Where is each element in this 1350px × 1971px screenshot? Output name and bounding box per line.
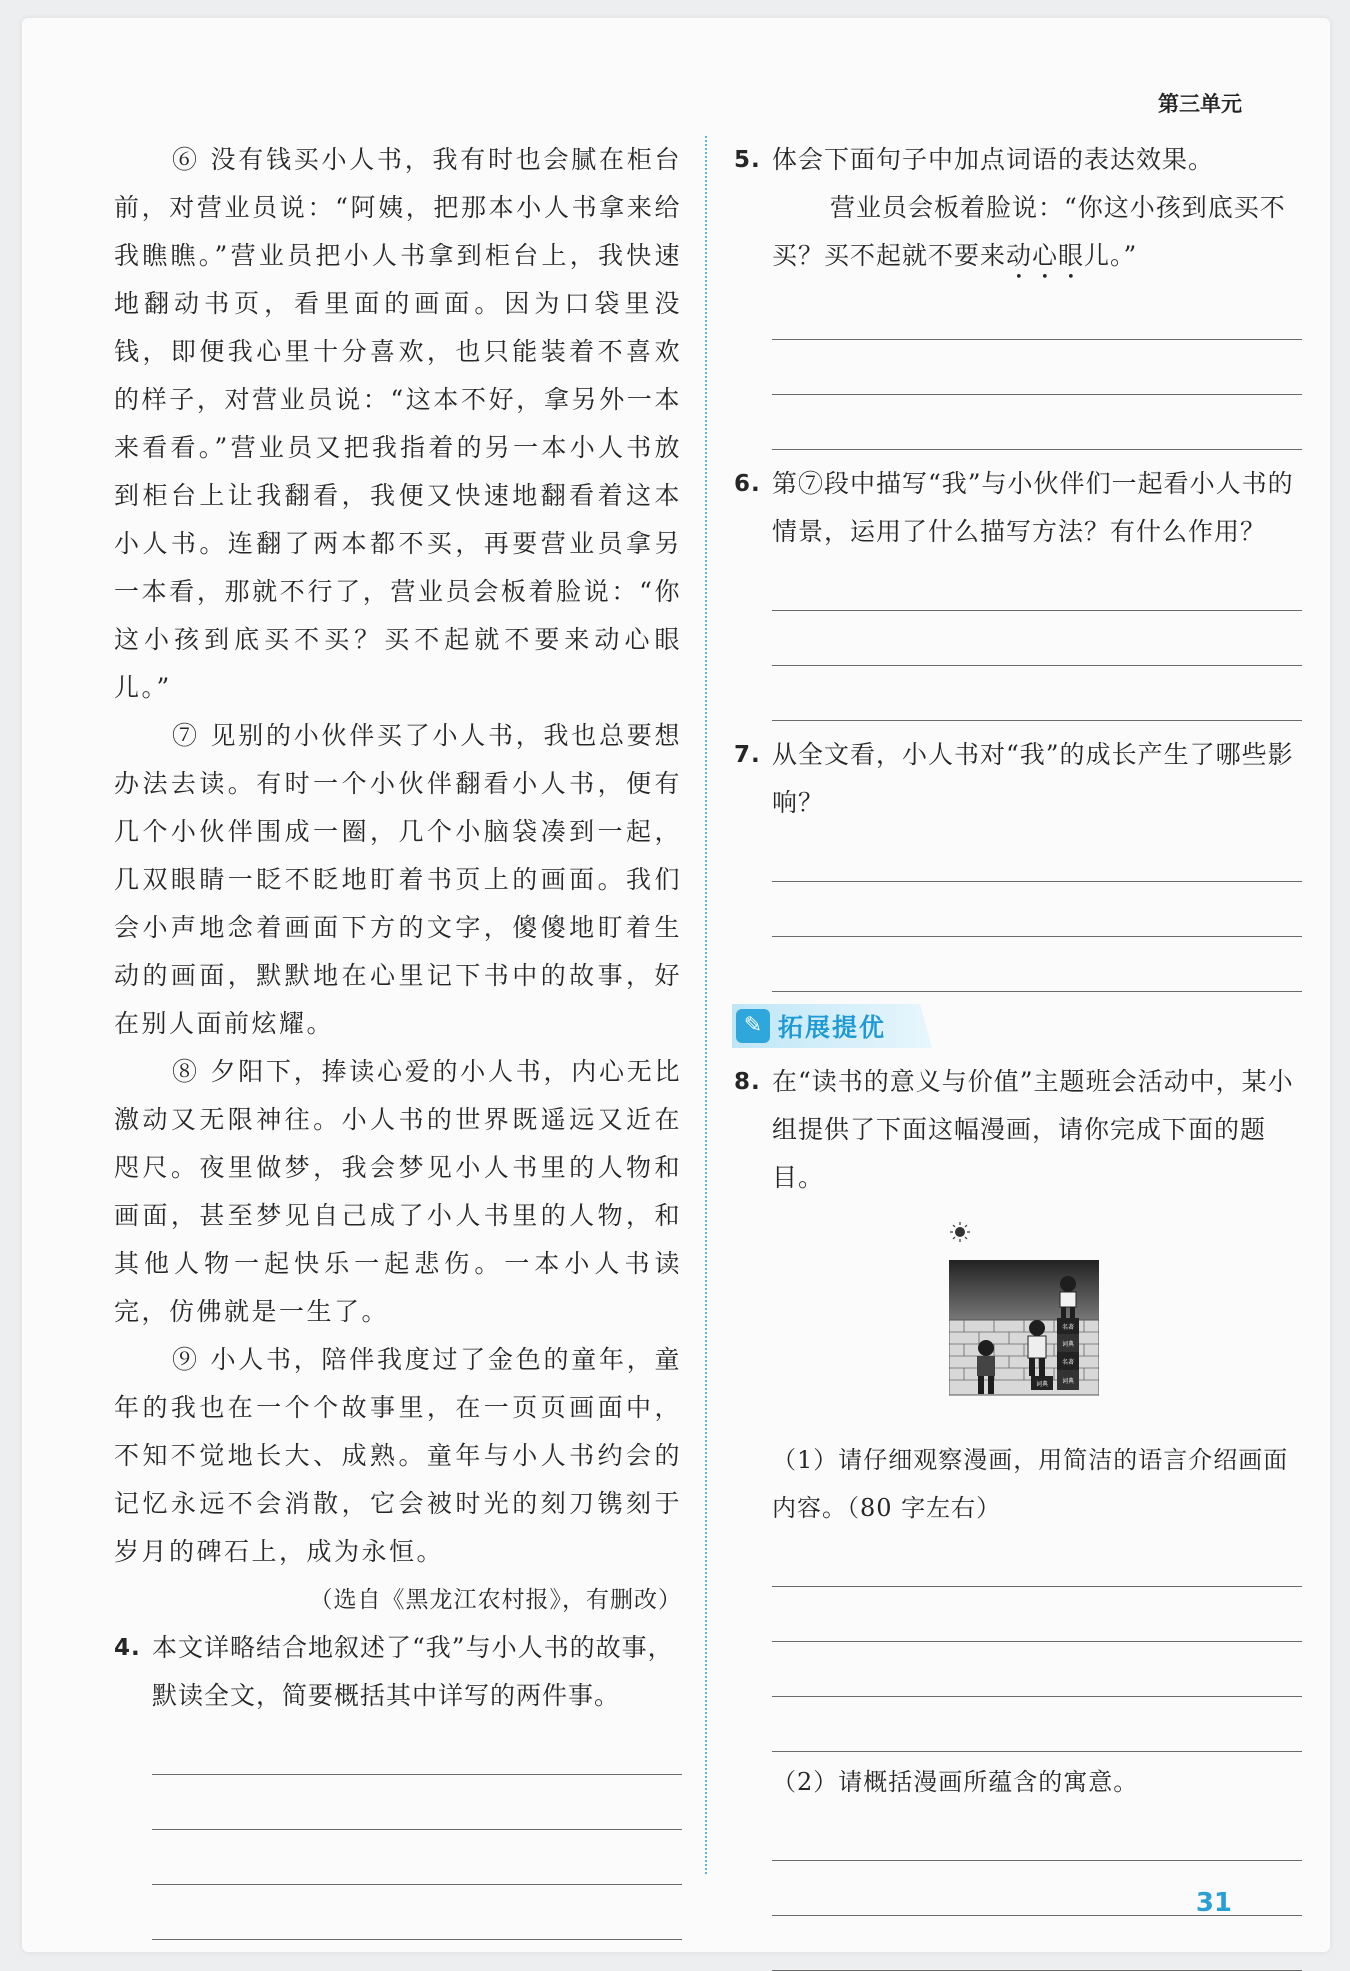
question-7 [734,731,1302,827]
passage-source: （选自《黑龙江农村报》，有删改） [309,1587,682,1613]
answer-line[interactable] [772,1806,1302,1861]
worksheet-page [22,18,1330,1952]
page-number: 31 [1195,1888,1232,1918]
answer-line[interactable] [772,340,1302,395]
answer-line[interactable] [772,395,1302,450]
svg-text:名著: 名著 [1061,1324,1075,1331]
question-number: 6. [734,471,761,497]
column-divider [705,136,707,1874]
svg-text:词典: 词典 [1061,1341,1075,1348]
question-number: 7. [734,742,761,768]
answer-line[interactable] [772,937,1302,992]
answer-line[interactable] [772,1532,1302,1587]
answer-line[interactable] [772,827,1302,882]
question-number: 8. [734,1069,761,1095]
answer-line[interactable] [772,556,1302,611]
answer-line[interactable] [152,1775,682,1830]
question-5 [734,136,1302,184]
unit-title: 第三单元 [1158,92,1242,116]
dotted-phrase: 动心眼 [1006,241,1085,270]
passage-paragraph-7: ⑦ 见别的小伙伴买了小人书，我也总要想办法去读。有时一个小伙伴翻看小人书，便有几个小伙伴围成一圈，几个小脑袋凑到一起，几双眼睛一眨不眨地盯着书页上的画面。我们会小声地念着画面下方的文字，傻傻地盯着生动的画面，默默地在心里记下书中的故事，好在别人面前炫耀。 [114,721,682,1038]
sun-icon [950,1222,970,1242]
passage-paragraph-9: ⑨ 小人书，陪伴我度过了金色的童年，童年的我也在一个个故事里，在一页页画面中，不知不觉地长大、成熟。童年与小人书约会的记忆永远不会消散，它会被时光的刻刀镌刻于岁月的碑石上，成为永恒。 [114,1345,682,1566]
answer-lines-q8-1[interactable] [772,1532,1302,1752]
answer-line[interactable] [772,1916,1302,1971]
question-text: 本文详略结合地叙述了“我”与小人书的故事，默读全文，简要概括其中详写的两件事。 [152,1633,674,1710]
answer-line[interactable] [772,611,1302,666]
question-text: 体会下面句子中加点词语的表达效果。 [772,145,1215,174]
section-banner [732,1004,932,1048]
question-6 [734,460,1302,556]
pencil-icon: ✎ [736,1009,770,1043]
answer-line[interactable] [772,666,1302,721]
answer-line[interactable] [152,1720,682,1775]
answer-line[interactable] [772,882,1302,937]
answer-lines-q5[interactable] [772,285,1302,450]
answer-lines-q7[interactable] [772,827,1302,992]
question-4 [114,1624,682,1720]
answer-lines-q4[interactable] [152,1720,682,1940]
quoted-sentence: 营业员会板着脸说：“你这小孩到底买不买？买不起就不要来动心眼儿。” [772,193,1286,270]
passage-paragraph-6: ⑥ 没有钱买小人书，我有时也会腻在柜台前，对营业员说：“阿姨，把那本小人书拿来给我瞧瞧。”营业员把小人书拿到柜台上，我快速地翻动书页，看里面的画面。因为口袋里没钱，即便我心里十分喜欢，也只能装着不喜欢的样子，对营业员说：“这本不好，拿另外一本来看看。”营业员又把我指着的另一本小人书放到柜台上让我翻看，我便又快速地翻看着这本小人书。连翻了两本都不买，再要营业员拿另一本看，那就不行了，营业员会板着脸说：“你这小孩到底买不买？买不起就不要来动心眼儿。” [114,145,682,702]
passage-paragraph-8: ⑧ 夕阳下，捧读心爱的小人书，内心无比激动又无限神往。小人书的世界既遥远又近在咫尺。夜里做梦，我会梦见小人书里的人物和画面，甚至梦见自己成了小人书里的人物，和其他人物一起快乐一起悲伤。一本小人书读完，仿佛就是一生了。 [114,1057,682,1326]
question-text: 从全文看，小人书对“我”的成长产生了哪些影响？ [772,740,1294,817]
answer-line[interactable] [772,1587,1302,1642]
question-8 [734,1058,1302,1202]
question-number: 5. [734,147,761,173]
answer-line[interactable] [772,1697,1302,1752]
cartoon-illustration [949,1220,1099,1420]
question-text: 第⑦段中描写“我”与小伙伴们一起看小人书的情景，运用了什么描写方法？有什么作用？ [772,469,1294,546]
answer-line[interactable] [152,1830,682,1885]
section-label: 拓展提优 [778,1013,887,1042]
svg-text:词典: 词典 [1061,1378,1075,1385]
right-column [734,136,1302,1971]
answer-line[interactable] [152,1885,682,1940]
svg-text:名著: 名著 [1061,1359,1075,1366]
answer-line[interactable] [772,285,1302,340]
svg-text:词典: 词典 [1035,1381,1049,1388]
answer-line[interactable] [772,1642,1302,1697]
question-8-part-1: （1）请仔细观察漫画，用简洁的语言介绍画面内容。（80 字左右） [772,1446,1289,1522]
answer-lines-q6[interactable] [772,556,1302,721]
question-number: 4. [114,1635,141,1661]
left-column [114,136,682,1940]
question-8-part-2: （2）请概括漫画所蕴含的寓意。 [772,1768,1139,1796]
question-text: 在“读书的意义与价值”主题班会活动中，某小组提供了下面这幅漫画，请你完成下面的题目。 [772,1067,1294,1192]
